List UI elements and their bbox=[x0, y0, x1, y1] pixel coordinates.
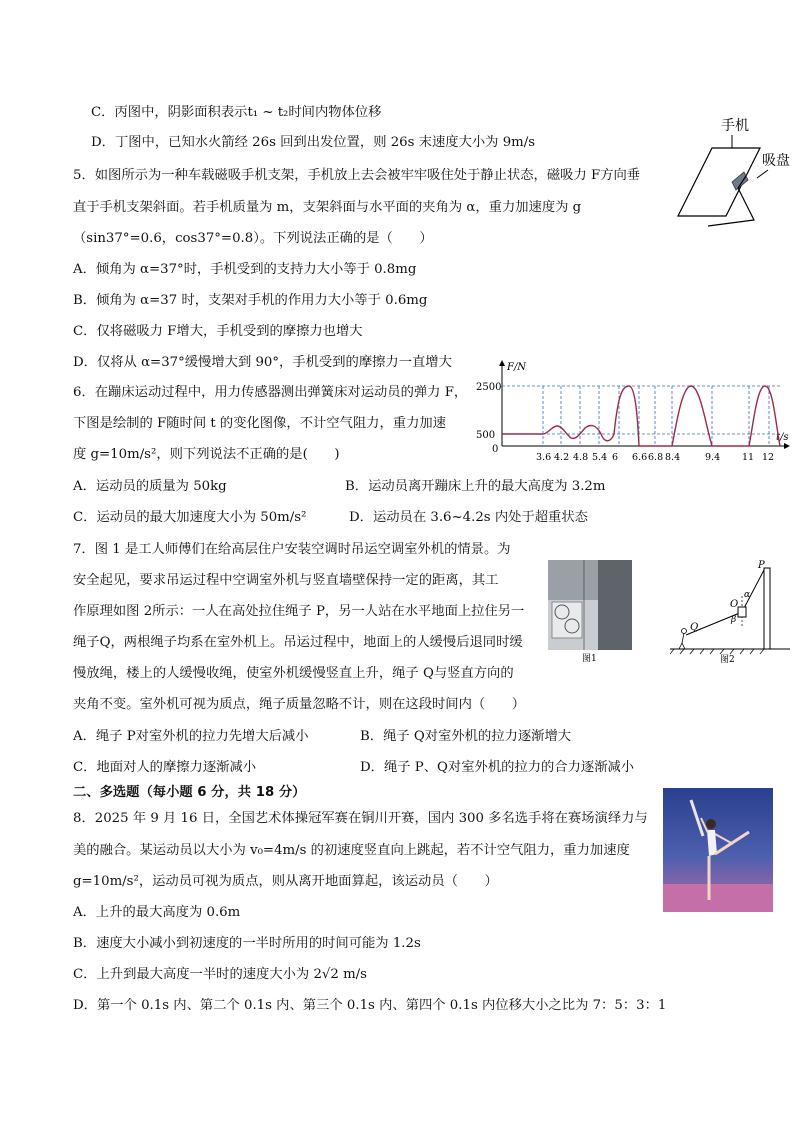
q8-stem-line2: 美的融合。某运动员以大小为 v₀=4m/s 的初速度竖直向上跳起，若不计空气阻力，重力加速度 bbox=[73, 843, 630, 858]
q7-stem-line2: 安全起见，要求吊运过程中空调室外机与竖直墙壁保持一定的距离，其工 bbox=[73, 573, 499, 588]
y-tick-label: 500 bbox=[476, 430, 496, 441]
q7-option-b: B．绳子 Q对室外机的拉力逐渐增大 bbox=[360, 729, 572, 744]
q7-option-d: D．绳子 P、Q对室外机的拉力的合力逐渐减小 bbox=[360, 760, 635, 775]
x-axis-label: t/s bbox=[776, 432, 789, 443]
fig-phone-label: 手机 bbox=[721, 118, 749, 134]
fig-sucker-label: 吸盘 bbox=[762, 153, 790, 169]
q8-stem-line3: g=10m/s²，运动员可视为质点，则从离开地面算起，该运动员（ ） bbox=[73, 874, 498, 889]
x-tick-label: 9.4 bbox=[705, 452, 721, 463]
force-series-line bbox=[502, 386, 780, 446]
q6-option-a: A．运动员的质量为 50kg bbox=[73, 479, 227, 494]
y-tick-label: 2500 bbox=[476, 382, 502, 393]
gymnast-photo bbox=[663, 788, 775, 913]
x-tick-label: 3.6 bbox=[536, 452, 552, 463]
phone-shape bbox=[678, 148, 760, 216]
q7-stem-line1: 7．图 1 是工人师傅们在给高层住户安装空调时吊运空调室外机的情景。为 bbox=[73, 542, 511, 557]
fig2-label-o: O bbox=[730, 599, 739, 610]
fig1-caption: 图1 bbox=[582, 654, 597, 664]
q4-option-c: C．丙图中，阴影面积表示t₁ ~ t₂时间内物体位移 bbox=[91, 105, 382, 120]
y-axis-label: F/N bbox=[507, 362, 527, 373]
q8-option-c: C．上升到最大高度一半时的速度大小为 2√2 m/s bbox=[73, 967, 367, 982]
x-tick-label: 4.8 bbox=[573, 452, 589, 463]
q5-option-d: D．仅将从 α=37°缓慢增大到 90°，手机受到的摩擦力一直增大 bbox=[73, 355, 452, 370]
x-tick-label: 4.2 bbox=[554, 452, 570, 463]
x-tick-label: 6.6 bbox=[632, 452, 648, 463]
q6-stem-line3: 度 g=10m/s²，则下列说法不正确的是( ) bbox=[73, 447, 340, 462]
q7-stem-line5: 慢放绳，楼上的人缓慢收绳，使室外机缓慢竖直上升，绳子 Q与竖直方向的 bbox=[73, 666, 514, 681]
q8-option-d: D．第一个 0.1s 内、第二个 0.1s 内、第三个 0.1s 内、第四个 0.1s 内位移大小之比为 7：5：3：1 bbox=[73, 998, 667, 1013]
q7-stem-line6: 夹角不变。室外机可视为质点，绳子质量忽略不计，则在这段时间内（ ） bbox=[73, 697, 526, 712]
q5-stem-line2: 直于手机支架斜面。若手机质量为 m，支架斜面与水平面的夹角为 α，重力加速度为 g bbox=[73, 200, 582, 215]
q5-stem-line3: （sin37°=0.6，cos37°=0.8）。下列说法正确的是（ ） bbox=[73, 231, 433, 246]
q5-option-b: B．倾角为 α=37 时，支架对手机的作用力大小等于 0.6mg bbox=[73, 293, 428, 308]
q7-stem-line3: 作原理如图 2所示：一人在高处拉住绳子 P，另一人站在水平地面上拉住另一 bbox=[73, 604, 525, 619]
q8-option-a: A．上升的最大高度为 0.6m bbox=[73, 905, 241, 920]
q7-option-a: A．绳子 P对室外机的拉力先增大后减小 bbox=[73, 729, 309, 744]
q8-option-b: B．速度大小减小到初速度的一半时所用的时间可能为 1.2s bbox=[73, 936, 421, 951]
x-axis-arrow bbox=[784, 443, 790, 449]
q7-stem-line4: 绳子Q，两根绳子均系在室外机上。吊运过程中，地面上的人缓慢后退同时缓 bbox=[73, 635, 523, 650]
fig2-caption: 图2 bbox=[720, 655, 735, 665]
q6-stem-line1: 6．在蹦床运动过程中，用力传感器测出弹簧床对运动员的弹力 F， bbox=[73, 385, 468, 400]
fig2-label-alpha: α bbox=[744, 590, 751, 600]
force-time-chart bbox=[462, 358, 794, 466]
fig2-label-beta: β bbox=[731, 615, 737, 625]
q8-stem-line1: 8．2025 年 9 月 16 日，全国艺术体操冠军赛在铜川开赛，国内 300 多名选手将在赛场演绎力与 bbox=[73, 811, 648, 826]
x-tick-label: 8.4 bbox=[665, 452, 681, 463]
x-tick-label: 6 bbox=[612, 452, 619, 463]
fig2-label-q: Q bbox=[690, 622, 699, 633]
fig1-photo bbox=[548, 560, 634, 664]
x-tick-label: 11 bbox=[742, 452, 755, 463]
q5-stem-line1: 5．如图所示为一种车载磁吸手机支架，手机放上去会被牢牢吸住处于静止状态，磁吸力 F方向垂 bbox=[73, 168, 641, 183]
x-tick-label: 5.4 bbox=[592, 452, 608, 463]
x-tick-label: 6.8 bbox=[648, 452, 664, 463]
q6-option-c: C．运动员的最大加速度大小为 50m/s² bbox=[73, 510, 307, 525]
y-axis-arrow bbox=[499, 360, 505, 366]
fig2-label-p: P bbox=[758, 560, 765, 571]
section-multiple-choice-heading: 二、多选题（每小题 6 分，共 18 分） bbox=[73, 785, 306, 800]
origin-label: 0 bbox=[492, 444, 499, 455]
q6-stem-line2: 下图是绘制的 F随时间 t 的变化图像，不计空气阻力，重力加速 bbox=[73, 416, 446, 431]
q5-option-c: C．仅将磁吸力 F增大，手机受到的摩擦力也增大 bbox=[73, 324, 363, 339]
q4-option-d: D．丁图中，已知水火箭经 26s 回到出发位置，则 26s 末速度大小为 9m/s bbox=[91, 135, 536, 150]
q5-option-a: A．倾角为 α=37°时，手机受到的支持力大小等于 0.8mg bbox=[73, 262, 417, 277]
q6-option-d: D．运动员在 3.6~4.2s 内处于超重状态 bbox=[349, 510, 588, 525]
q7-option-c: C．地面对人的摩擦力逐渐减小 bbox=[73, 760, 257, 775]
fig2-diagram bbox=[670, 560, 792, 665]
phone-holder-figure bbox=[672, 110, 794, 230]
q6-option-b: B．运动员离开蹦床上升的最大高度为 3.2m bbox=[345, 479, 606, 494]
x-tick-label: 12 bbox=[762, 452, 775, 463]
